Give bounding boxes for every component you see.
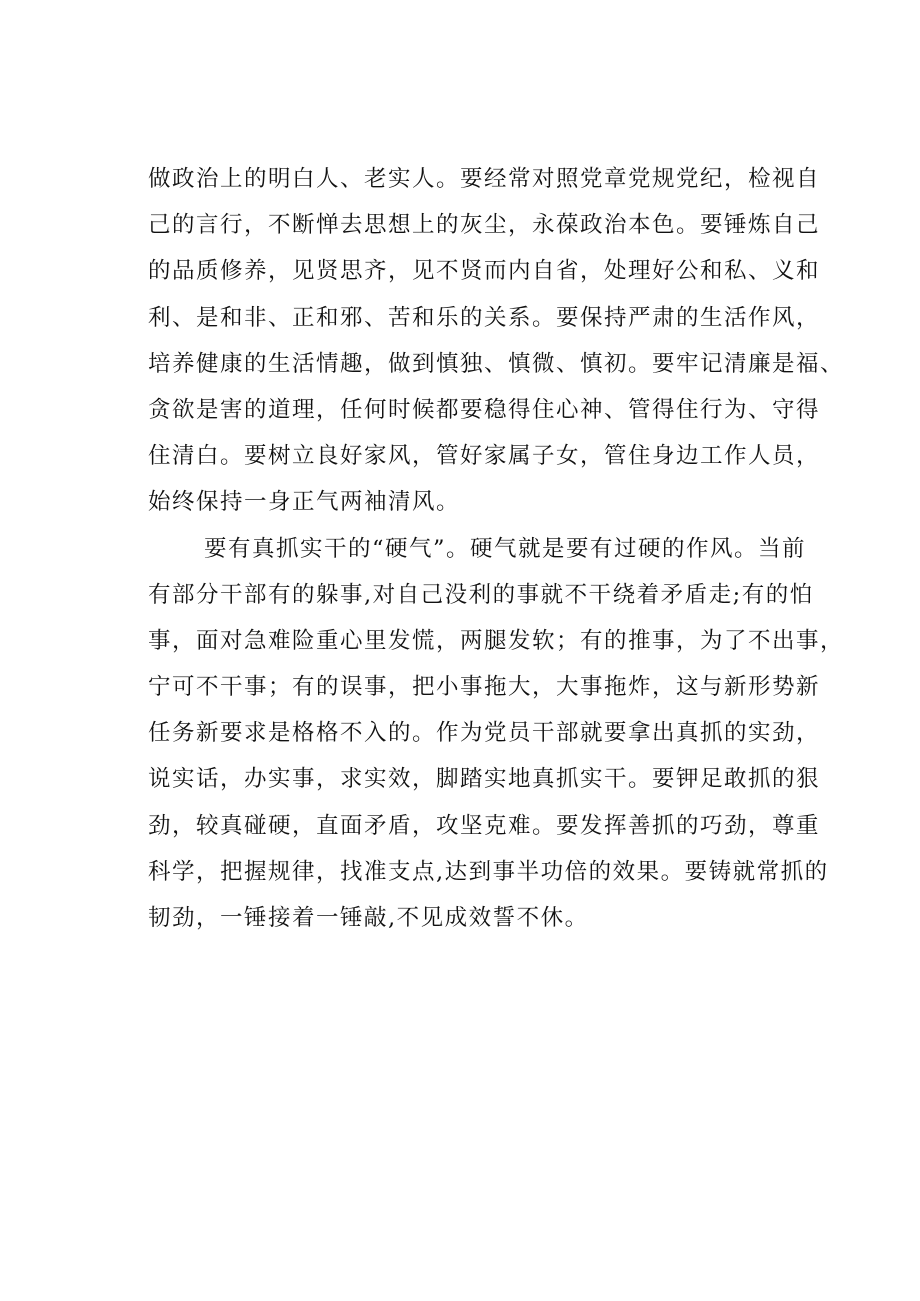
document-body: [148, 156, 845, 941]
text-line: 说实话，办实事，求实效，脚踏实地真抓实干。要钾足敢抓的狠: [148, 766, 821, 793]
text-line: 科学，把握规律，找准支点,达到事半功倍的效果。要铸就常抓的: [148, 858, 829, 885]
text-line: 任务新要求是格格不入的。作为党员干部就要拿出真抓的实劲，: [148, 720, 821, 747]
text-line: 始终保持一身正气两袖清风。: [148, 489, 461, 516]
text-line: 住清白。要树立良好家风，管好家属子女，管住身边工作人员，: [148, 443, 821, 470]
text-line: 韧劲，一锤接着一锤敲,不见成效誓不休。: [148, 905, 589, 931]
text-line: 贪欲是害的道理，任何时候都要稳得住心神、管得住行为、守得: [148, 396, 821, 423]
text-line: 要有真抓实干的“硬气”。硬气就是要有过硬的作风。当前: [204, 535, 807, 562]
text-line: 培养健康的生活情趣，做到慎独、慎微、慎初。要牢记清廉是福、: [148, 350, 845, 377]
text-line: 事，面对急难险重心里发慌，两腿发软；有的推事，为了不出事，: [148, 627, 845, 654]
text-line: 宁可不干事；有的误事，把小事拖大，大事拖炸，这与新形势新: [148, 674, 821, 701]
text-line: 利、是和非、正和邪、苦和乐的关系。要保持严肃的生活作风，: [148, 304, 821, 331]
paragraph-2: [148, 526, 845, 942]
text-line: 做政治上的明白人、老实人。要经常对照党章党规党纪，检视自: [148, 166, 821, 192]
text-line: 有部分干部有的躲事,对自己没利的事就不干绕着矛盾走;有的怕: [148, 581, 814, 608]
paragraph-1: [148, 156, 845, 526]
text-line: 的品质修养，见贤思齐，见不贤而内自省，处理好公和私、义和: [148, 258, 821, 285]
text-line: 己的言行，不断惮去思想上的灰尘，永葆政治本色。要锤炼自己: [148, 212, 821, 239]
text-line: 劲，较真碰硬，直面矛盾，攻坚克难。要发挥善抓的巧劲，尊重: [148, 812, 821, 839]
